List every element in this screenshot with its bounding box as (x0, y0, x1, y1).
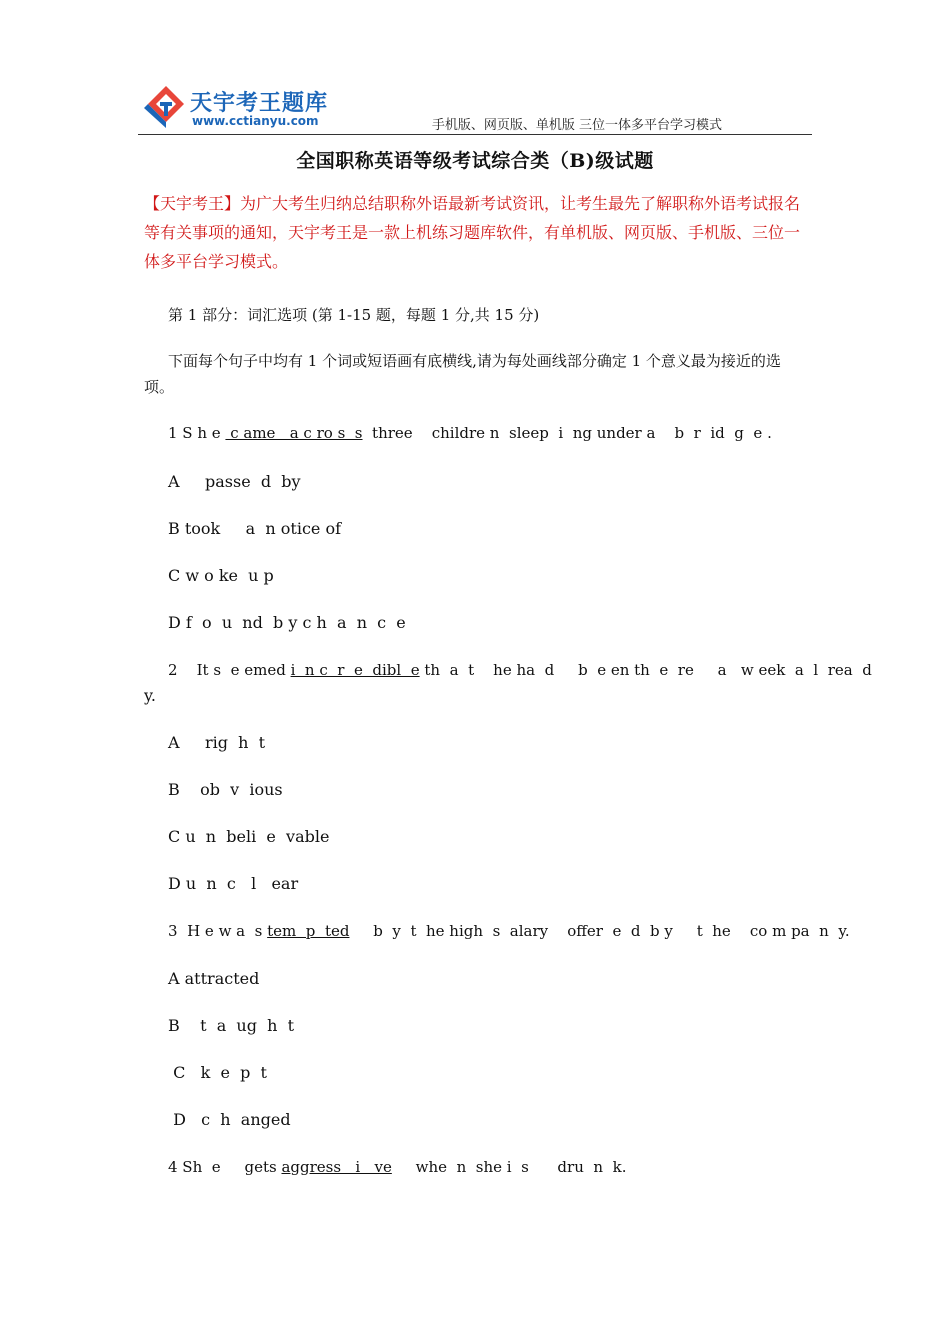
stem-text: 4 Sh e gets (168, 1158, 282, 1176)
underlined-term: i n c r e dibl e (290, 661, 420, 679)
stem-continuation: y. (144, 686, 156, 705)
stem-text: 2 It s e emed (168, 661, 291, 679)
option-d[interactable]: D c h anged (168, 1110, 291, 1129)
underlined-term: c ame a c ro s s (225, 424, 363, 442)
site-logo[interactable] (144, 80, 329, 132)
section-heading: 第 1 部分：词汇选项 (第 1-15 题，每题 1 分,共 15 分) (168, 306, 540, 324)
logo-mark-icon (144, 82, 188, 130)
logo-url: www.cctianyu.com (192, 114, 319, 128)
stem-text: 1 S h e (168, 424, 226, 442)
option-a[interactable]: A passe d by (168, 472, 301, 491)
question-stem (168, 922, 850, 940)
question-stem (168, 1158, 626, 1176)
stem-text: three childre n sleep i ng under a b r id g e . (362, 424, 772, 442)
underlined-term: tem p ted (267, 922, 350, 940)
question-stem (168, 661, 872, 679)
option-b[interactable]: B ob v ious (168, 780, 283, 799)
page-header (138, 78, 812, 135)
question-stem (168, 424, 772, 442)
document-title: 全国职称英语等级考试综合类（B)级试题 (296, 150, 654, 172)
header-tagline: 手机版、网页版、单机版 三位一体多平台学习模式 (431, 118, 722, 133)
stem-text: th a t he ha d b e en th e re a w eek a l rea d (419, 661, 872, 679)
stem-text: b y t he high s alary offer e d b y t he co m pa n y. (349, 922, 850, 940)
option-a[interactable]: A rig h t (168, 733, 266, 752)
logo-text: 天宇考王题库 (190, 91, 329, 116)
stem-text: 3 H e w a s (168, 922, 268, 940)
option-b[interactable]: B took a n otice of (168, 519, 342, 538)
option-a[interactable]: A attracted (168, 969, 260, 988)
option-c[interactable]: C k e p t (168, 1063, 267, 1082)
option-d[interactable]: D u n c l ear (168, 874, 299, 893)
option-c[interactable]: C w o ke u p (168, 566, 274, 585)
option-b[interactable]: B t a ug h t (168, 1016, 295, 1035)
instructions-paragraph: 下面每个句子中均有 1 个词或短语画有底横线,请为每处画线部分确定 1 个意义最为接近的选项。 (144, 352, 781, 396)
option-c[interactable]: C u n beli e vable (168, 827, 330, 846)
stem-text: whe n she i s dru n k. (391, 1158, 627, 1176)
underlined-term: aggress i ve (281, 1158, 392, 1176)
option-d[interactable]: D f o u nd b y c h a n c e (168, 613, 406, 632)
intro-paragraph: 【天宇考王】为广大考生归纳总结职称外语最新考试资讯，让考生最先了解职称外语考试报名等有关事项的通知，天宇考王是一款上机练习题库软件，有单机版、网页版、手机版、三位一体多平台学习模式。 (144, 194, 801, 271)
